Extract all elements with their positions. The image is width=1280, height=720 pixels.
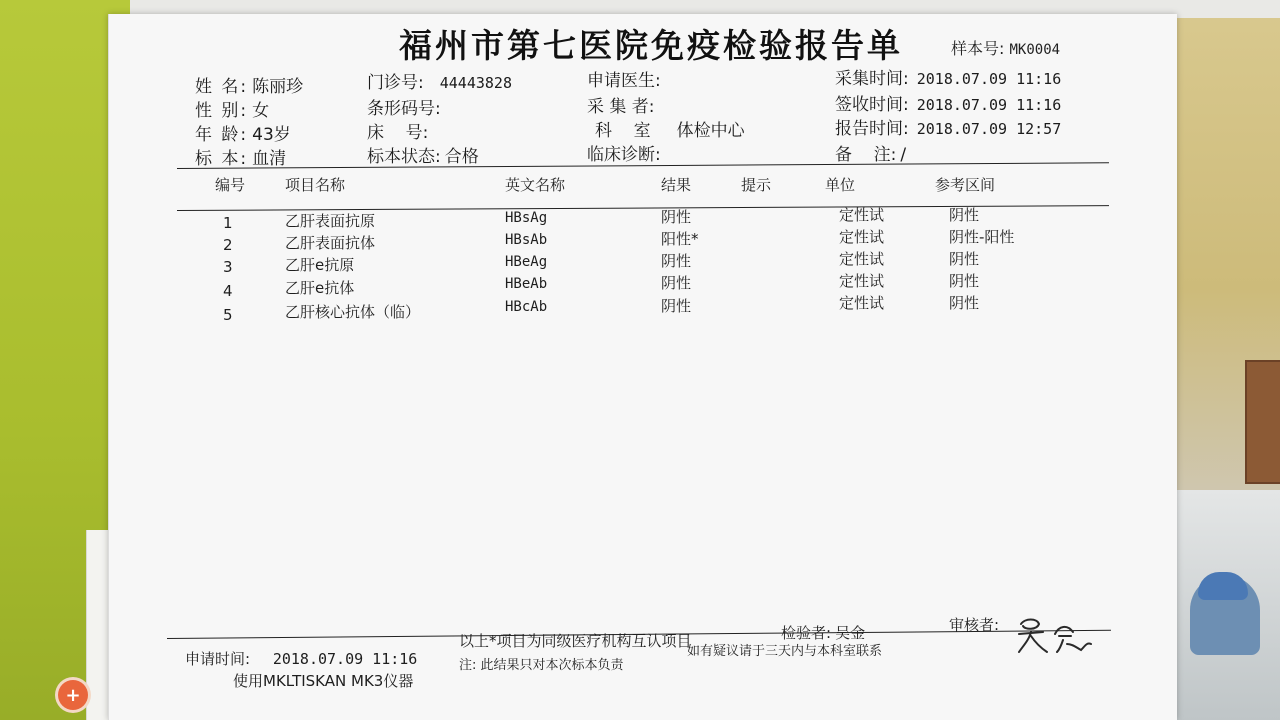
field-name-value: 陈丽珍 bbox=[252, 77, 304, 97]
background-person-cap bbox=[1198, 572, 1248, 600]
request-time bbox=[185, 648, 417, 669]
col-header-no: 编号 bbox=[215, 176, 246, 194]
mutual-recognition-note: 以上*项目为同级医疗机构互认项目 bbox=[459, 632, 692, 650]
field-specimen-value: 血清 bbox=[252, 149, 287, 169]
field-specimen-status-label: 标本状态: bbox=[367, 147, 441, 167]
field-dept bbox=[595, 116, 745, 141]
cell-unit: 定性试 bbox=[839, 228, 885, 246]
col-header-name: 项目名称 bbox=[285, 176, 346, 194]
col-header-hint: 提示 bbox=[741, 176, 772, 194]
cell-unit: 定性试 bbox=[839, 206, 885, 224]
field-age-value: 43岁 bbox=[252, 125, 291, 145]
cell-no: 2 bbox=[223, 236, 233, 254]
cell-unit: 定性试 bbox=[839, 250, 885, 268]
field-bed bbox=[367, 118, 432, 143]
field-receive-time bbox=[835, 90, 1061, 115]
field-remark bbox=[835, 140, 906, 165]
field-barcode bbox=[367, 94, 445, 119]
field-diagnosis-label: 临床诊断: bbox=[587, 145, 661, 165]
request-time-label: 申请时间: bbox=[185, 650, 251, 668]
cell-unit: 定性试 bbox=[839, 294, 885, 312]
field-barcode-label: 条形码号: bbox=[367, 99, 441, 119]
field-collect-time-value: 2018.07.09 11:16 bbox=[916, 70, 1062, 88]
sample-number bbox=[951, 36, 1060, 59]
field-sex-label: 性 别: bbox=[195, 101, 249, 121]
cell-en: HBeAb bbox=[505, 276, 548, 292]
sample-number-label: 样本号: bbox=[951, 39, 1005, 58]
col-header-ref: 参考区间 bbox=[935, 176, 996, 194]
cell-en: HBeAg bbox=[505, 254, 548, 270]
cell-no: 4 bbox=[223, 282, 233, 300]
cell-name: 乙肝e抗原 bbox=[285, 256, 355, 274]
cell-name: 乙肝e抗体 bbox=[285, 279, 355, 297]
field-sex-value: 女 bbox=[252, 101, 270, 121]
field-age-label: 年 龄: bbox=[195, 125, 249, 145]
col-header-result: 结果 bbox=[661, 176, 692, 194]
field-clinic-no-label: 门诊号: bbox=[367, 73, 424, 93]
request-time-value: 2018.07.09 11:16 bbox=[272, 650, 418, 668]
cell-no: 5 bbox=[223, 306, 233, 324]
field-doctor bbox=[587, 66, 665, 91]
cell-name: 乙肝表面抗体 bbox=[285, 234, 376, 252]
field-dept-value: 体检中心 bbox=[676, 121, 745, 141]
tester bbox=[781, 622, 865, 643]
tester-label: 检验者: bbox=[781, 624, 832, 642]
field-bed-label: 床 号: bbox=[367, 123, 429, 143]
cell-unit: 定性试 bbox=[839, 272, 885, 290]
cell-result: 阴性 bbox=[661, 252, 692, 270]
reviewer-label: 审核者: bbox=[949, 616, 1000, 634]
cell-ref: 阴性 bbox=[949, 250, 980, 268]
field-name bbox=[195, 72, 303, 97]
field-collect-time-label: 采集时间: bbox=[835, 69, 909, 89]
field-specimen-status bbox=[367, 142, 479, 167]
field-receive-time-value: 2018.07.09 11:16 bbox=[916, 96, 1062, 114]
cell-en: HBsAg bbox=[505, 210, 548, 226]
field-diagnosis bbox=[587, 140, 665, 165]
background-door bbox=[1245, 360, 1280, 484]
sample-number-value: MK0004 bbox=[1009, 42, 1061, 58]
field-collector bbox=[587, 92, 659, 117]
cell-ref: 阴性 bbox=[949, 272, 980, 290]
cell-ref: 阴性-阳性 bbox=[949, 228, 1015, 246]
cell-ref: 阴性 bbox=[949, 206, 980, 224]
report-title: 福州市第七医院免疫检验报告单 bbox=[399, 26, 903, 65]
field-remark-label: 备 注: bbox=[835, 145, 897, 165]
field-report-time-label: 报告时间: bbox=[835, 119, 909, 139]
tester-value: 吴金 bbox=[835, 624, 866, 642]
cell-no: 3 bbox=[223, 258, 233, 276]
field-report-time bbox=[835, 114, 1061, 139]
field-dept-label: 科 室 bbox=[595, 121, 651, 141]
field-sex bbox=[195, 96, 269, 121]
reviewer-signature bbox=[1015, 614, 1095, 656]
field-clinic-no bbox=[367, 68, 512, 93]
field-specimen-label: 标 本: bbox=[195, 149, 249, 169]
cell-ref: 阴性 bbox=[949, 294, 980, 312]
field-specimen bbox=[195, 144, 286, 169]
field-age bbox=[195, 120, 291, 145]
responsibility-note: 注: 此结果只对本次标本负责 bbox=[459, 658, 624, 673]
field-remark-value: / bbox=[900, 145, 907, 165]
col-header-unit: 单位 bbox=[825, 176, 856, 194]
cell-en: HBcAb bbox=[505, 299, 548, 315]
cell-result: 阴性 bbox=[661, 297, 692, 315]
instrument-note: 使用MKLTISKAN MK3仪器 bbox=[233, 672, 414, 690]
field-specimen-status-value: 合格 bbox=[444, 147, 479, 167]
cell-no: 1 bbox=[223, 214, 233, 232]
cell-result: 阳性* bbox=[661, 230, 699, 248]
medical-cross-icon: + bbox=[58, 680, 88, 710]
field-clinic-no-value: 44443828 bbox=[439, 74, 512, 92]
field-collector-label: 采 集 者: bbox=[587, 97, 655, 117]
cell-en: HBsAb bbox=[505, 232, 548, 248]
field-report-time-value: 2018.07.09 12:57 bbox=[916, 120, 1062, 138]
cell-result: 阴性 bbox=[661, 274, 692, 292]
col-header-en: 英文名称 bbox=[505, 176, 566, 194]
cell-name: 乙肝表面抗原 bbox=[285, 212, 376, 230]
field-doctor-label: 申请医生: bbox=[587, 71, 661, 91]
report-sheet bbox=[108, 14, 1177, 720]
query-note: 如有疑议请于三天内与本科室联系 bbox=[687, 644, 883, 659]
field-name-label: 姓 名: bbox=[195, 77, 249, 97]
cell-result: 阴性 bbox=[661, 208, 692, 226]
field-receive-time-label: 签收时间: bbox=[835, 95, 909, 115]
cell-name: 乙肝核心抗体（临） bbox=[285, 303, 421, 321]
field-collect-time bbox=[835, 64, 1061, 89]
reviewer bbox=[949, 614, 999, 635]
